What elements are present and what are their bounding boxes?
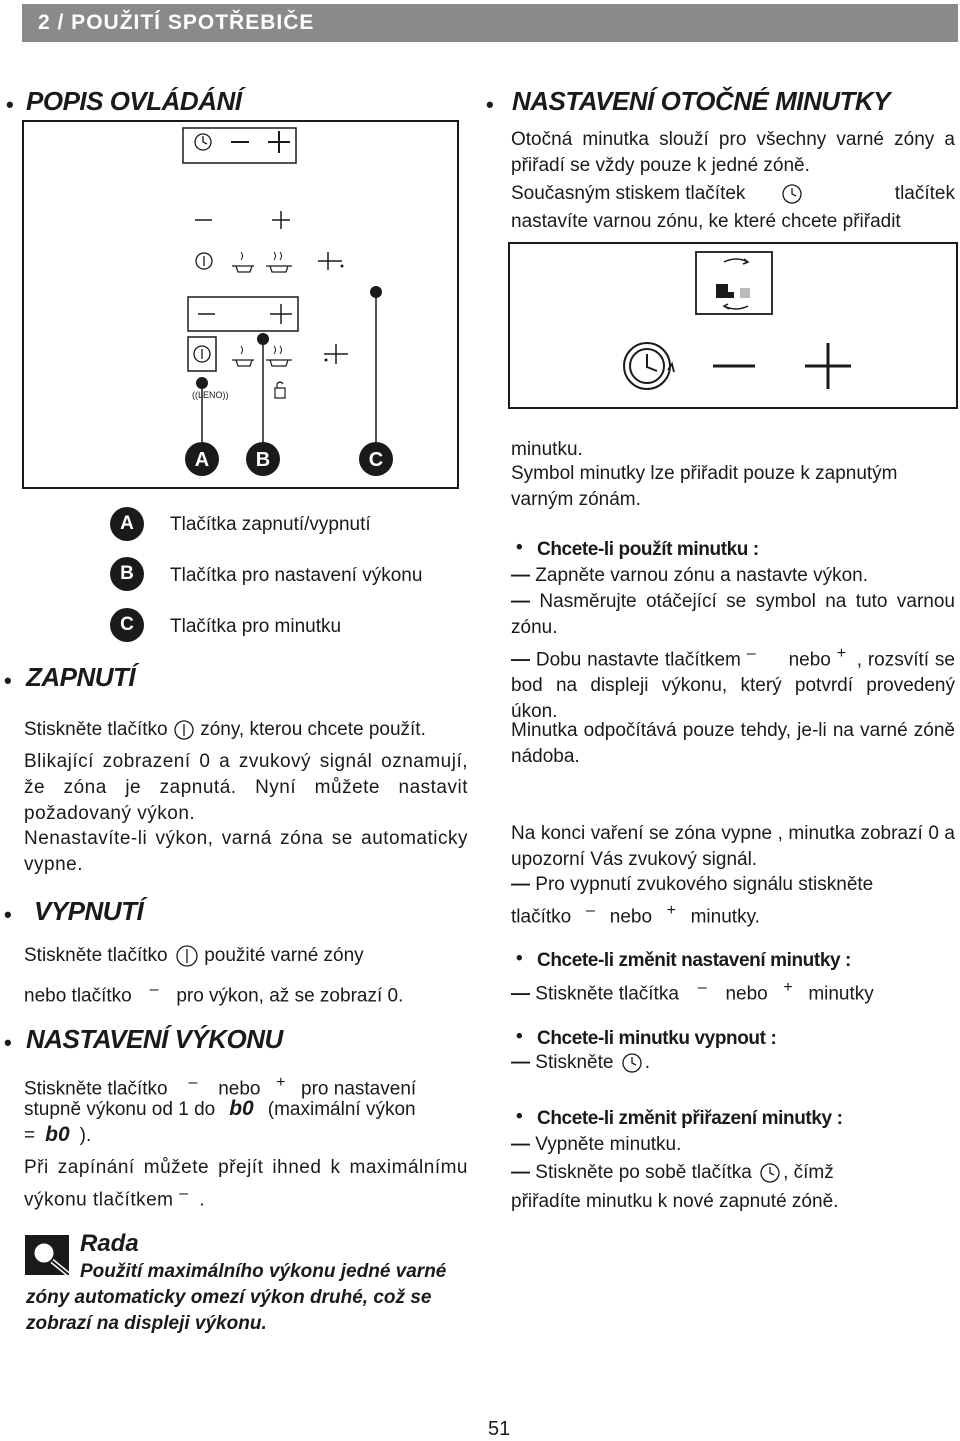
legend-letter-a: A: [110, 507, 144, 541]
power-icon: [173, 719, 195, 741]
display-max: b0: [45, 1123, 70, 1146]
vypnuti-title: VYPNUTÍ: [34, 896, 144, 926]
lock-label: ((LENO)): [192, 390, 229, 400]
reassign-step1: — Vypněte minutku.: [511, 1134, 682, 1155]
minutka-intro3: nastavíte varnou zónu, ke které chcete přiřadit: [511, 211, 901, 232]
popis-title: POPIS OVLÁDÁNÍ: [26, 86, 242, 116]
minus-symbol: –: [149, 981, 159, 998]
legend-letter-c: C: [110, 608, 144, 642]
minus-symbol: –: [586, 902, 595, 919]
use-step4: Minutka odpočítává pouze tehdy, je-li na varné zóně nádoba.: [511, 720, 955, 767]
minutka-after1: minutku.: [511, 439, 583, 460]
legend-text-b: Tlačítka pro nastavení výkonu: [170, 565, 423, 586]
bullet: •: [6, 92, 14, 117]
page-header: 2 / POUŽITÍ SPOTŘEBIČE: [22, 4, 958, 42]
vykon-line3: = b0 ).: [24, 1123, 92, 1146]
minutka-intro1: Otočná minutka slouží pro všechny varné zóny a přiřadí se vždy pouze k jedné zóně.: [511, 129, 955, 176]
use-step3: — Dobu nastavte tlačítkem – nebo + , rozsvítí se bod na displeji výkonu, který potvrdí provedený úkon.: [511, 641, 955, 725]
diagram-label-c: C: [368, 449, 384, 471]
legend-text-a: Tlačítka zapnutí/vypnutí: [170, 514, 371, 535]
bullet: •: [4, 1030, 12, 1055]
zapnuti-line1: Stiskněte tlačítko zóny, kterou chcete použít.: [24, 719, 426, 740]
vykon-line2: stupně výkonu od 1 do b0 (maximální výkon: [24, 1097, 416, 1120]
lock-icon: [275, 388, 285, 398]
end-para1: Na konci vaření se zóna vypne , minutka zobrazí 0 a upozorní Vás zvukový signál.: [511, 823, 955, 870]
minus-symbol: –: [179, 1185, 189, 1202]
page-number: 51: [488, 1418, 511, 1440]
reassign-step2: — Stiskněte po sobě tlačítka , čímž: [511, 1162, 834, 1183]
timer-icon: [757, 1161, 783, 1185]
use-step1: — Zapněte varnou zónu a nastavte výkon.: [511, 565, 868, 586]
diagram-label-b: B: [255, 449, 271, 471]
end-para2: — Pro vypnutí zvukového signálu stiskněte: [511, 874, 874, 895]
timer-icon: [195, 134, 211, 150]
rada-text: Použití maximálního výkonu jedné varné zóny automaticky omezí výkon druhé, což se zobrazí na displeji výkonu.: [26, 1261, 447, 1334]
use-title: Chcete-li použít minutku :: [537, 539, 759, 560]
use-step2: — Nasměrujte otáčející se symbol na tuto varnou zónu.: [511, 591, 955, 638]
sub-bullet: •: [516, 948, 523, 969]
timer-icon: [619, 1051, 645, 1075]
minus-symbol: –: [697, 979, 707, 996]
change-step1: — Stiskněte tlačítka – nebo + minutky: [511, 975, 874, 1007]
bullet: •: [486, 92, 494, 117]
zapnuti-para2: Blikající zobrazení 0 a zvukový signál oznamují, že zóna je zapnutá. Nyní můžete nastavit požadovaný výkon.: [24, 751, 468, 824]
diagram-label-a: A: [194, 449, 210, 471]
minutka-after2: Symbol minutky lze přiřadit pouze k zapnutým varným zónám.: [511, 463, 898, 510]
sub-bullet: •: [516, 1106, 523, 1127]
reassign-title: Chcete-li změnit přiřazení minutky :: [537, 1108, 843, 1129]
minus-symbol: –: [746, 645, 756, 662]
bullet: •: [4, 902, 12, 927]
sub-bullet: •: [516, 537, 523, 558]
rada-title: Rada: [80, 1230, 139, 1257]
end-para2-line2: tlačítko – nebo + minutky.: [511, 898, 760, 930]
zapnuti-title: ZAPNUTÍ: [26, 662, 136, 692]
control-panel-diagram: [22, 120, 460, 490]
plus-symbol: +: [666, 902, 676, 919]
change-title: Chcete-li změnit nastavení minutky :: [537, 950, 851, 971]
nastaveni-vykonu-title: NASTAVENÍ VÝKONU: [26, 1024, 283, 1054]
sub-bullet: •: [516, 1026, 523, 1047]
plus-symbol: +: [276, 1074, 286, 1091]
vykon-line1: Stiskněte tlačítko – nebo + pro nastavení: [24, 1070, 470, 1102]
minutka-intro2: Současným stiskem tlačítek tlačítek: [511, 183, 955, 204]
reassign-step3: přiřadíte minutku k nové zapnuté zóně.: [511, 1191, 839, 1212]
off-title: Chcete-li minutku vypnout :: [537, 1028, 777, 1049]
legend-letter-b: B: [110, 557, 144, 591]
timer-icon: [779, 182, 805, 206]
vypnuti-line1: Stiskněte tlačítko použité varné zóny: [24, 945, 364, 966]
off-step1: — Stiskněte .: [511, 1052, 650, 1073]
plus-symbol: +: [836, 645, 847, 662]
minus-symbol: –: [188, 1074, 198, 1091]
vypnuti-line2: nebo tlačítko – pro výkon, až se zobrazí 0.: [24, 977, 403, 1009]
bullet: •: [4, 668, 12, 693]
vykon-para2: Při zapínání můžete přejít ihned k maximálnímu výkonu tlačítkem – .: [24, 1157, 468, 1211]
minutka-title: NASTAVENÍ OTOČNÉ MINUTKY: [512, 86, 891, 116]
zapnuti-para3: Nenastavíte-li výkon, varná zóna se automaticky vypne.: [24, 828, 468, 875]
plus-symbol: +: [783, 979, 793, 996]
legend-text-c: Tlačítka pro minutku: [170, 616, 342, 637]
timer-icon: [624, 343, 674, 389]
power-icon: [173, 944, 199, 968]
timer-panel-diagram: [508, 242, 960, 410]
display-max: b0: [229, 1097, 254, 1120]
